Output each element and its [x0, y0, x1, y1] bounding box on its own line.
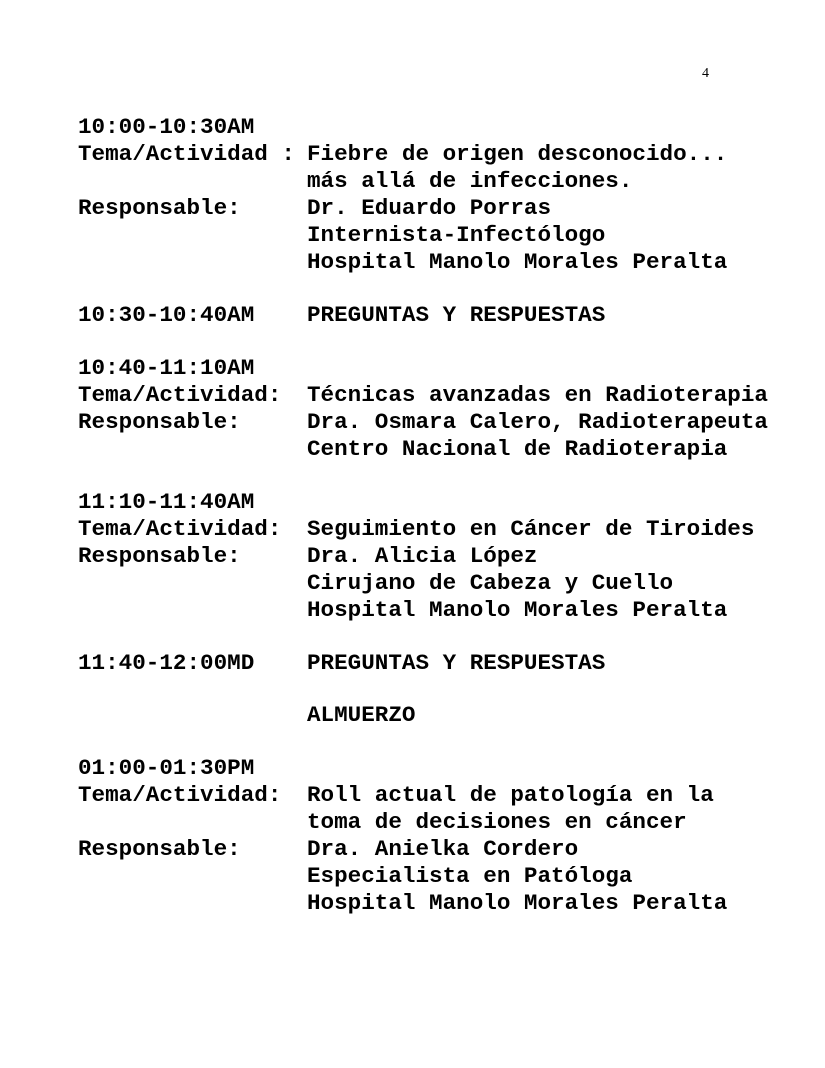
- responsable-specialty: Internista-Infectólogo: [307, 222, 606, 248]
- responsable-label: Responsable:: [78, 409, 241, 435]
- session-time: 10:40-11:10AM: [78, 355, 255, 381]
- responsable-name: Dra. Anielka Cordero: [307, 836, 579, 862]
- schedule-session: [78, 650, 768, 729]
- tema-text: Roll actual de patología en la: [307, 782, 714, 808]
- schedule: [78, 114, 768, 943]
- tema-label: Tema/Actividad:: [78, 382, 282, 408]
- responsable-name: Dr. Eduardo Porras: [307, 195, 552, 221]
- session-time: 11:10-11:40AM: [78, 489, 255, 515]
- schedule-session: [78, 755, 768, 917]
- tema-text: más allá de infecciones.: [307, 168, 633, 194]
- session-time: 01:00-01:30PM: [78, 755, 255, 781]
- session-time: 10:00-10:30AM: [78, 114, 255, 140]
- responsable-label: Responsable:: [78, 195, 241, 221]
- schedule-session: [78, 489, 768, 624]
- schedule-session: [78, 302, 768, 329]
- page-number: 4: [702, 66, 709, 81]
- schedule-session: [78, 355, 768, 463]
- responsable-institution: Hospital Manolo Morales Peralta: [307, 890, 728, 916]
- tema-text: Técnicas avanzadas en Radioterapia: [307, 382, 768, 408]
- tema-text: Seguimiento en Cáncer de Tiroides: [307, 516, 755, 542]
- responsable-institution: Centro Nacional de Radioterapia: [307, 436, 728, 462]
- lunch-break: ALMUERZO: [307, 702, 416, 728]
- responsable-label: Responsable:: [78, 836, 241, 862]
- responsable-name: Dra. Alicia López: [307, 543, 538, 569]
- session-activity: PREGUNTAS Y RESPUESTAS: [307, 650, 606, 676]
- responsable-name: Dra. Osmara Calero, Radioterapeuta: [307, 409, 768, 435]
- tema-text: Fiebre de origen desconocido...: [307, 141, 728, 167]
- responsable-label: Responsable:: [78, 543, 241, 569]
- session-activity: PREGUNTAS Y RESPUESTAS: [307, 302, 606, 328]
- schedule-session: [78, 114, 768, 276]
- tema-label: Tema/Actividad:: [78, 782, 282, 808]
- session-time: 11:40-12:00MD: [78, 650, 255, 676]
- session-time: 10:30-10:40AM: [78, 302, 255, 328]
- responsable-institution: Hospital Manolo Morales Peralta: [307, 597, 728, 623]
- tema-text: toma de decisiones en cáncer: [307, 809, 687, 835]
- responsable-specialty: Especialista en Patóloga: [307, 863, 633, 889]
- responsable-specialty: Cirujano de Cabeza y Cuello: [307, 570, 674, 596]
- tema-label: Tema/Actividad :: [78, 141, 295, 167]
- tema-label: Tema/Actividad:: [78, 516, 282, 542]
- responsable-institution: Hospital Manolo Morales Peralta: [307, 249, 728, 275]
